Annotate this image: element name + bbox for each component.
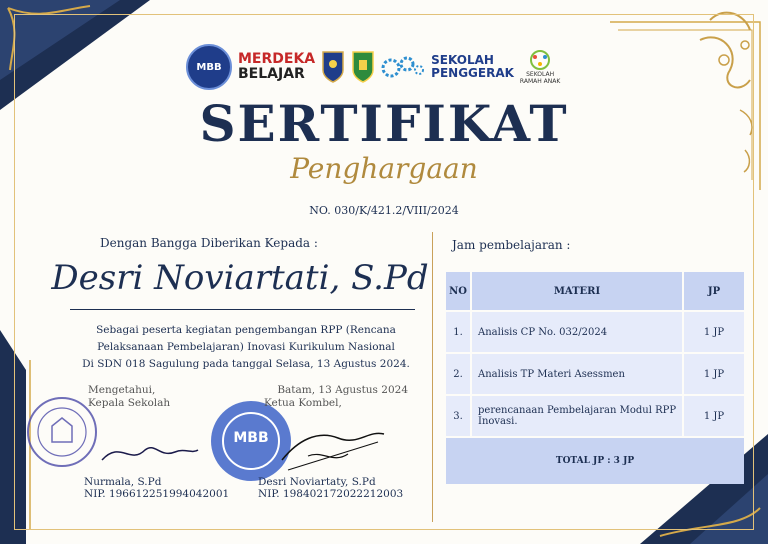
recipient-name: Desri Noviartati, S.Pd [51,258,429,298]
kombel-signature [278,420,388,480]
header-jp: JP [684,272,744,310]
certificate-title: SERTIFIKAT [199,94,569,153]
sra-text-line1: SEKOLAH [526,71,555,78]
table-row [446,312,744,352]
principal-signature [100,430,200,470]
row-no: 3. [446,396,470,436]
sign-date: Batam, 13 Agustus 2024 [277,384,408,396]
sekolah-penggerak-logo [431,54,514,80]
left-signatory [84,476,229,500]
gears-icon [381,52,425,82]
row-jp: 1 JP [684,354,744,394]
jam-pembelajaran-label: Jam pembelajaran : [452,238,571,252]
desc-line-3: Di SDN 018 Sagulung pada tanggal Selasa, 13 Agustus 2024. [82,358,410,370]
table-header-row [446,272,744,310]
row-jp: 1 JP [684,396,744,436]
kepala-sekolah-text: Kepala Sekolah [88,397,171,409]
sekolah-ramah-anak-logo [520,49,560,85]
row-materi: perencanaan Pembelajaran Modul RPP Inovasi. [472,396,682,436]
desc-line-1: Sebagai peserta kegiatan pengembangan RPP (Rencana [96,324,396,336]
kombel-name: Desri Noviartaty, S.Pd [258,476,376,488]
principal-nip: NIP. 196612251994042001 [84,488,230,500]
right-signature-label [258,384,408,410]
row-no: 2. [446,354,470,394]
name-underline [70,309,415,310]
sra-text-line2: RAMAH ANAK [519,78,561,85]
total-jp: TOTAL JP : 3 JP [446,438,744,484]
mbb-logo: MBB [186,44,232,90]
divider-line [432,232,433,522]
mengetahui-text: Mengetahui, [88,384,156,396]
header-materi: MATERI [472,272,682,310]
mbb-stamp-label: MBB [233,430,269,446]
belajar-text: BELAJAR [238,66,305,82]
table-total-row [446,438,744,484]
certificate-description [66,322,426,373]
city-shield-icon [351,50,375,84]
given-to-label: Dengan Bangga Diberikan Kepada : [100,236,318,250]
jam-table [444,270,746,486]
desc-line-2: Pelaksanaan Pembelajaran) Inovasi Kurikulum Nasional [97,341,395,353]
row-jp: 1 JP [684,312,744,352]
penggerak-text: PENGGERAK [431,66,514,80]
certificate-number: NO. 030/K/421.2/VIII/2024 [309,204,459,217]
right-signatory [258,476,403,500]
ketua-kombel-text: Ketua Kombel, [264,397,342,409]
certificate-subtitle: Penghargaan [290,152,478,185]
left-signature-label [88,384,170,410]
logos-row [186,42,586,92]
merdeka-belajar-logo [238,52,315,82]
row-materi: Analisis CP No. 032/2024 [472,312,682,352]
ramah-anak-icon [525,49,555,71]
table-row [446,354,744,394]
row-materi: Analisis TP Materi Asessmen [472,354,682,394]
table-row [446,396,744,436]
principal-name: Nurmala, S.Pd [84,476,162,488]
province-shield-icon [321,50,345,84]
row-no: 1. [446,312,470,352]
merdeka-text: MERDEKA [238,51,316,67]
sekolah-text: SEKOLAH [431,53,494,67]
kombel-nip: NIP. 198402172022212003 [258,488,404,500]
header-no: NO [446,272,470,310]
